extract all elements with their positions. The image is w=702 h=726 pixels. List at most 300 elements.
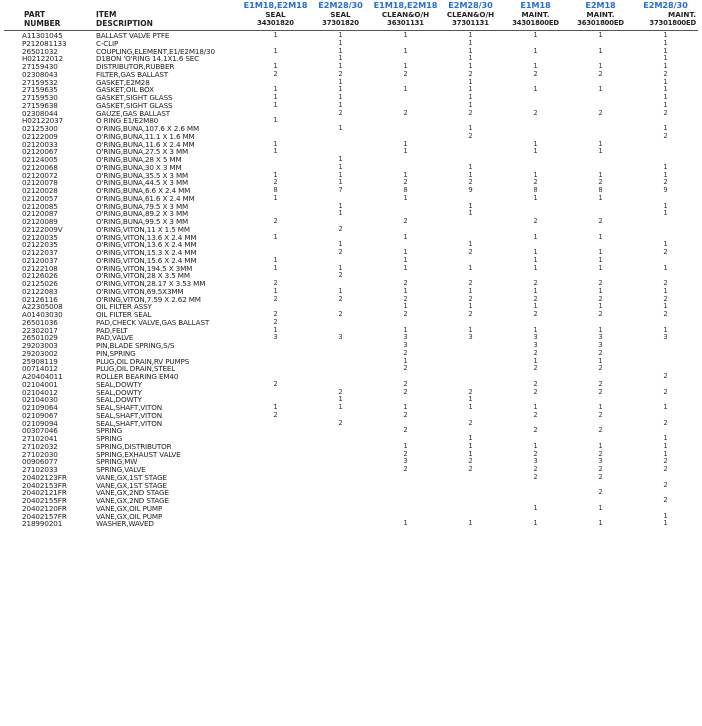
kit-quantity-cell xyxy=(503,396,568,404)
kit-quantity-cell: 2 xyxy=(533,380,538,388)
kit-quantity-cell: 2 xyxy=(338,70,343,78)
kit-type-label: SEAL xyxy=(330,10,351,19)
kit-quantity-cell xyxy=(568,420,633,428)
kit-quantity-cell: 3 xyxy=(403,334,408,342)
kit-quantity-cell: 1 xyxy=(403,140,408,148)
kit-quantity-cell xyxy=(243,164,308,172)
kit-quantity-cell: 1 xyxy=(598,249,603,256)
kit-quantity-cell xyxy=(308,195,373,203)
table-row xyxy=(4,513,698,521)
kit-quantity-cell xyxy=(438,365,503,373)
item-description-cell: PIN,SPRING xyxy=(96,349,136,358)
kit-quantity-cell xyxy=(308,412,373,420)
kit-quantity-cell: 1 xyxy=(338,86,343,94)
kit-quantity-cell xyxy=(568,117,633,125)
table-row xyxy=(4,404,698,412)
kit-quantity-cell: 1 xyxy=(468,163,473,171)
table-row xyxy=(4,257,698,265)
kit-quantity-cell: 2 xyxy=(533,411,538,419)
kit-quantity-cell: 1 xyxy=(663,55,668,63)
kit-quantity-cell: 1 xyxy=(533,520,538,528)
kit-quantity-cell xyxy=(243,396,308,404)
part-number-cell: 20402121FR xyxy=(22,489,67,497)
part-number-cell: 02120037 xyxy=(22,256,58,265)
kit-quantity-cell: 2 xyxy=(273,311,278,318)
kit-quantity-cell: 1 xyxy=(663,39,668,47)
kit-quantity-cell: 2 xyxy=(338,272,343,280)
item-description-cell: SEAL,SHAFT,VITON xyxy=(96,404,162,412)
kit-quantity-cell xyxy=(568,396,633,404)
kit-quantity-cell xyxy=(308,427,373,435)
kit-quantity-cell xyxy=(438,234,503,242)
kit-quantity-cell: 3 xyxy=(403,458,408,466)
kit-type-label: MAINT. xyxy=(586,10,615,19)
kit-quantity-cell xyxy=(243,520,308,528)
item-description-cell: O'RING,BUNA,6.6 X 2.4 MM xyxy=(96,187,191,195)
part-number-cell: 02120057 xyxy=(22,194,58,203)
kit-quantity-cell xyxy=(568,133,633,141)
kit-quantity-cell: 1 xyxy=(468,39,473,47)
item-description-cell: PAD,CHECK VALVE,GAS BALLAST xyxy=(96,318,210,327)
kit-quantity-cell: 2 xyxy=(338,388,343,396)
table-row xyxy=(4,420,698,428)
table-row xyxy=(4,311,698,319)
kit-quantity-cell: 1 xyxy=(663,303,668,311)
kit-quantity-cell xyxy=(633,474,698,482)
kit-quantity-cell xyxy=(373,474,438,482)
kit-quantity-cell: 1 xyxy=(273,194,278,202)
table-row xyxy=(4,427,698,435)
item-description-cell: O'RING,VITON,28.17 X 3.53 MM xyxy=(96,280,206,288)
kit-quantity-cell: 1 xyxy=(468,63,473,70)
kit-quantity-cell: 1 xyxy=(533,249,538,256)
item-description-cell: O'RING,BUNA,89.2 X 3 MM xyxy=(96,210,189,218)
kit-quantity-cell: 1 xyxy=(598,357,603,365)
item-description-cell: O'RING,BUNA,28 X 5 MM xyxy=(96,156,182,164)
table-row xyxy=(4,334,698,342)
part-number-cell: 26501036 xyxy=(22,318,58,327)
table-row xyxy=(4,272,698,280)
kit-quantity-cell xyxy=(243,365,308,373)
part-number-cell: 02104030 xyxy=(22,396,58,404)
item-description-cell: GASKET,SIGHT GLASS xyxy=(96,94,173,102)
kit-quantity-cell: 1 xyxy=(243,31,308,40)
kit-quantity-cell: 1 xyxy=(663,101,668,109)
kit-quantity-cell: 1 xyxy=(338,404,343,411)
kit-quantity-cell xyxy=(633,272,698,280)
kit-quantity-cell: 1 xyxy=(403,303,408,311)
part-number-cell: 00906077 xyxy=(22,458,58,466)
kit-quantity-cell: 2 xyxy=(663,280,668,287)
kit-quantity-cell: 1 xyxy=(338,179,343,187)
kit-quantity-cell xyxy=(438,350,503,358)
kit-quantity-cell: 1 xyxy=(273,287,278,295)
part-number-cell: 27159532 xyxy=(22,78,58,87)
kit-quantity-cell: 1 xyxy=(403,86,408,94)
kit-quantity-cell: 2 xyxy=(533,311,538,318)
kit-quantity-cell xyxy=(373,125,438,133)
part-number-cell: 20402120FR xyxy=(22,504,67,513)
kit-quantity-cell: 1 xyxy=(533,357,538,365)
table-row xyxy=(4,31,698,40)
kit-quantity-cell xyxy=(438,513,503,521)
kit-quantity-cell: 1 xyxy=(533,404,538,411)
kit-quantity-cell: 2 xyxy=(663,70,668,78)
kit-quantity-cell: 3 xyxy=(533,458,538,466)
kit-quantity-cell: 1 xyxy=(403,233,408,241)
kit-quantity-cell xyxy=(503,79,568,87)
kit-quantity-cell xyxy=(438,156,503,164)
kit-quantity-cell xyxy=(568,210,633,218)
item-description-cell: GASKET,SIGHT GLASS xyxy=(96,101,173,110)
kit-quantity-cell: 2 xyxy=(403,109,408,117)
kit-quantity-cell: 2 xyxy=(403,427,408,435)
table-row xyxy=(4,466,698,474)
kit-quantity-cell xyxy=(243,443,308,451)
item-description-cell: VANE,GX,OIL PUMP xyxy=(96,504,163,513)
kit-quantity-cell: 1 xyxy=(468,520,473,528)
kit-quantity-cell xyxy=(633,489,698,497)
kit-quantity-cell: 2 xyxy=(338,419,343,427)
table-row xyxy=(4,241,698,249)
table-row xyxy=(4,396,698,404)
kit-quantity-cell xyxy=(568,226,633,234)
kit-quantity-cell xyxy=(503,55,568,63)
item-description-cell: O'RING,BUNA,107.6 X 2.6 MM xyxy=(96,125,200,133)
kit-quantity-cell xyxy=(243,466,308,474)
kit-quantity-cell xyxy=(373,164,438,172)
table-row xyxy=(4,40,698,48)
part-number-cell: 29203002 xyxy=(22,349,58,358)
part-number-cell: 02104012 xyxy=(22,388,58,397)
kit-quantity-cell: 2 xyxy=(403,450,408,458)
item-description-cell: O'RING,BUNA,27.5 X 3 MM xyxy=(96,148,189,156)
kit-quantity-cell: 2 xyxy=(403,295,408,303)
kit-quantity-cell: 2 xyxy=(598,466,603,473)
kit-quantity-cell xyxy=(568,373,633,381)
kit-quantity-cell xyxy=(308,358,373,366)
part-number-cell: 20402123FR xyxy=(22,473,67,482)
kit-quantity-cell xyxy=(438,489,503,497)
kit-quantity-cell: 1 xyxy=(373,31,438,40)
kit-quantity-cell xyxy=(438,482,503,490)
part-number-cell: 02122009 xyxy=(22,132,58,141)
kit-quantity-cell: 1 xyxy=(633,31,698,40)
header-spacer xyxy=(78,0,243,10)
kit-quantity-cell xyxy=(503,272,568,280)
kit-quantity-cell: 2 xyxy=(663,311,668,318)
item-description-cell: VANE,GX,2ND STAGE xyxy=(96,489,169,497)
kit-quantity-cell xyxy=(373,55,438,63)
kit-quantity-cell: 1 xyxy=(663,163,668,171)
part-number-header-line2: NUMBER xyxy=(24,19,61,28)
kit-quantity-cell: 2 xyxy=(598,388,603,396)
kit-quantity-cell xyxy=(308,218,373,226)
kit-quantity-cell xyxy=(633,427,698,435)
kit-quantity-cell xyxy=(568,40,633,48)
kit-quantity-cell xyxy=(568,513,633,521)
kit-quantity-cell: 1 xyxy=(533,287,538,295)
kit-quantity-cell xyxy=(438,342,503,350)
kit-quantity-cell: 1 xyxy=(598,264,603,272)
part-number-cell: 00714012 xyxy=(22,365,58,373)
kit-quantity-cell: 2 xyxy=(403,380,408,388)
kit-quantity-cell: 1 xyxy=(273,63,278,70)
kit-quantity-cell: 2 xyxy=(533,295,538,303)
kit-model-label: E2M28/30 xyxy=(318,0,363,10)
kit-quantity-cell: 1 xyxy=(503,31,568,40)
kit-quantity-cell xyxy=(633,381,698,389)
kit-quantity-cell: 3 xyxy=(468,334,473,342)
part-number-cell: 02120028 xyxy=(22,187,58,195)
kit-quantity-cell: 2 xyxy=(468,179,473,187)
kit-quantity-cell: 2 xyxy=(533,388,538,396)
kit-quantity-cell: 1 xyxy=(468,94,473,101)
kit-quantity-cell: 2 xyxy=(598,380,603,388)
table-row xyxy=(4,342,698,350)
kit-quantity-cell xyxy=(568,79,633,87)
kit-quantity-cell: 1 xyxy=(533,86,538,94)
part-number-cell: 27159638 xyxy=(22,101,58,110)
kit-quantity-cell: 1 xyxy=(663,404,668,411)
item-description-cell: WASHER,WAVED xyxy=(96,520,154,528)
part-number-cell: H02122037 xyxy=(22,117,64,125)
kit-quantity-cell: 1 xyxy=(468,78,473,86)
table-row xyxy=(4,86,698,94)
kit-quantity-cell xyxy=(568,156,633,164)
table-row xyxy=(4,172,698,180)
kit-quantity-cell: 1 xyxy=(273,140,278,148)
part-number-cell: 27102041 xyxy=(22,435,58,443)
kit-quantity-cell: 1 xyxy=(663,435,668,442)
kit-quantity-cell xyxy=(243,133,308,141)
kit-quantity-cell: 1 xyxy=(468,396,473,404)
kit-quantity-cell xyxy=(503,497,568,505)
kit-quantity-cell xyxy=(503,210,568,218)
table-row xyxy=(4,520,698,528)
part-number-cell: 02120068 xyxy=(22,163,58,172)
kit-quantity-cell: 2 xyxy=(533,466,538,473)
kit-quantity-cell xyxy=(243,458,308,466)
kit-quantity-cell xyxy=(243,125,308,133)
kit-quantity-cell xyxy=(373,117,438,125)
kit-quantity-cell: 2 xyxy=(403,349,408,357)
kit-quantity-cell xyxy=(243,272,308,280)
kit-quantity-cell xyxy=(308,148,373,156)
kit-quantity-cell xyxy=(503,373,568,381)
kit-quantity-cell: 1 xyxy=(533,442,538,450)
kit-quantity-cell: 2 xyxy=(273,295,278,303)
kit-quantity-cell: 3 xyxy=(273,334,278,342)
kit-quantity-cell: 1 xyxy=(338,47,343,55)
kit-part-number: 34301820 xyxy=(257,19,294,27)
part-number-cell: H02122012 xyxy=(22,55,64,63)
kit-quantity-cell: 1 xyxy=(598,504,603,512)
kit-quantity-cell: 1 xyxy=(663,125,668,132)
item-description-cell: SPRING,VALVE xyxy=(96,466,146,474)
kit-quantity-cell: 8 xyxy=(533,187,538,194)
kit-quantity-cell: 1 xyxy=(468,442,473,450)
table-row xyxy=(4,358,698,366)
kit-quantity-cell: 1 xyxy=(403,256,408,264)
kit-quantity-cell: 1 xyxy=(273,94,278,101)
item-description-cell: O'RING,BUNA,44.5 X 3 MM xyxy=(96,179,189,187)
kit-quantity-cell: 2 xyxy=(598,109,603,117)
table-row xyxy=(4,102,698,110)
kit-quantity-cell: 2 xyxy=(663,458,668,466)
item-description-cell: SPRING xyxy=(96,435,123,443)
kit-quantity-cell xyxy=(633,234,698,242)
table-row xyxy=(4,303,698,311)
kit-quantity-cell: 1 xyxy=(598,326,603,334)
kit-quantity-cell: 1 xyxy=(273,326,278,334)
table-row xyxy=(4,110,698,118)
kit-quantity-cell xyxy=(438,257,503,265)
kit-quantity-cell: 2 xyxy=(533,349,538,357)
kit-quantity-cell xyxy=(568,319,633,327)
part-number-cell: 22302017 xyxy=(22,326,58,335)
kit-quantity-cell xyxy=(503,482,568,490)
kit-quantity-cell xyxy=(373,373,438,381)
kit-quantity-cell xyxy=(308,342,373,350)
kit-quantity-cell xyxy=(633,350,698,358)
kit-quantity-cell xyxy=(243,303,308,311)
item-description-cell: GASKET,OIL BOX xyxy=(96,86,154,94)
kit-quantity-cell: 2 xyxy=(338,225,343,233)
kit-quantity-cell xyxy=(438,272,503,280)
kit-quantity-cell: 1 xyxy=(663,202,668,210)
table-row xyxy=(4,195,698,203)
kit-part-number: 37301800ED xyxy=(649,19,696,27)
item-description-cell: O'RING,VITON,13.6 X 2.4 MM xyxy=(96,233,197,242)
kit-quantity-cell xyxy=(503,125,568,133)
kit-quantity-cell: 2 xyxy=(403,466,408,473)
item-description-cell: O RING E1/E2M80 xyxy=(96,117,159,125)
kit-quantity-cell: 2 xyxy=(403,311,408,318)
kit-quantity-cell: 1 xyxy=(598,303,603,311)
kit-quantity-cell xyxy=(503,203,568,211)
kit-part-number: 34301800ED xyxy=(512,19,559,27)
item-description-cell: SPRING,DISTRIBUTOR xyxy=(96,442,172,451)
kit-quantity-cell xyxy=(308,435,373,443)
kit-quantity-cell xyxy=(503,133,568,141)
kit-quantity-cell xyxy=(568,102,633,110)
kit-quantity-cell: 2 xyxy=(273,218,278,225)
kit-quantity-cell xyxy=(438,141,503,149)
kit-part-number: 37301820 xyxy=(322,19,359,27)
kit-quantity-cell xyxy=(308,117,373,125)
kit-quantity-cell xyxy=(373,241,438,249)
kit-quantity-cell xyxy=(438,373,503,381)
kit-quantity-cell xyxy=(373,272,438,280)
kit-quantity-cell: 1 xyxy=(403,249,408,256)
kit-quantity-cell: 8 xyxy=(403,187,408,194)
kit-quantity-cell xyxy=(373,94,438,102)
kit-quantity-cell: 1 xyxy=(403,442,408,450)
kit-quantity-cell: 1 xyxy=(663,47,668,55)
kit-quantity-cell xyxy=(438,427,503,435)
kit-part-number: 36301131 xyxy=(387,19,424,27)
kit-type-label: CLEAN&O/H xyxy=(446,10,495,19)
part-number-cell: 218990201 xyxy=(22,520,63,528)
table-row xyxy=(4,327,698,335)
kit-quantity-cell xyxy=(308,257,373,265)
kit-quantity-cell: 1 xyxy=(468,202,473,210)
kit-quantity-cell xyxy=(308,234,373,242)
kit-quantity-cell xyxy=(308,489,373,497)
kit-quantity-cell xyxy=(373,226,438,234)
kit-quantity-cell: 1 xyxy=(338,287,343,295)
item-description-cell: O'RING,BUNA,35.5 X 3 MM xyxy=(96,171,189,180)
kit-quantity-cell: 2 xyxy=(598,489,603,497)
kit-type-label: MAINT. xyxy=(521,10,550,19)
kit-quantity-cell: 1 xyxy=(663,78,668,86)
part-number-cell: A01403030 xyxy=(22,311,63,319)
kit-quantity-cell xyxy=(308,451,373,459)
item-description-cell: SEAL,DOWTY xyxy=(96,388,142,397)
kit-quantity-cell: 9 xyxy=(468,187,473,194)
kit-quantity-cell xyxy=(503,164,568,172)
item-description-cell: O'RING,VITON,11 X 1.5 MM xyxy=(96,225,190,234)
kit-quantity-cell: 1 xyxy=(598,442,603,450)
item-description-cell: O'RING,VITON,15.3 X 2.4 MM xyxy=(96,249,197,257)
table-row xyxy=(4,63,698,71)
kit-quantity-cell: 1 xyxy=(598,86,603,94)
part-number-cell: 27102033 xyxy=(22,466,58,474)
table-row xyxy=(4,365,698,373)
kit-quantity-cell: 1 xyxy=(533,171,538,179)
item-description-cell: O'RING,VITON,194.5 X 3MM xyxy=(96,264,193,273)
kit-type-label: CLEAN&O/H xyxy=(381,10,430,19)
part-number-cell: 02122083 xyxy=(22,287,58,296)
table-row xyxy=(4,55,698,63)
kit-quantity-cell: 2 xyxy=(598,473,603,481)
kit-quantity-cell: 1 xyxy=(468,287,473,295)
kit-quantity-cell: 1 xyxy=(468,101,473,109)
kit-quantity-cell: 1 xyxy=(338,78,343,86)
table-row xyxy=(4,482,698,490)
table-row xyxy=(4,381,698,389)
item-description-cell: SEAL,DOWTY xyxy=(96,380,142,389)
part-number-cell: A20404011 xyxy=(22,373,63,381)
item-description-cell: VANE,GX,OIL PUMP xyxy=(96,512,163,521)
kit-quantity-cell: 1 xyxy=(403,148,408,156)
kit-quantity-cell xyxy=(308,381,373,389)
table-row xyxy=(4,350,698,358)
kit-quantity-cell xyxy=(438,358,503,366)
item-description-cell: O'RING,VITON,28 X 3.5 MM xyxy=(96,272,190,280)
kit-quantity-cell: 1 xyxy=(403,194,408,202)
kit-quantity-cell: 1 xyxy=(403,404,408,411)
kit-quantity-cell: 1 xyxy=(403,357,408,365)
kit-quantity-cell: 2 xyxy=(403,365,408,373)
kit-quantity-cell xyxy=(503,435,568,443)
table-row xyxy=(4,133,698,141)
part-number-cell: 00307046 xyxy=(22,427,58,435)
kit-quantity-cell: 1 xyxy=(533,47,538,55)
kit-quantity-cell xyxy=(438,497,503,505)
table-row xyxy=(4,497,698,505)
item-description-cell: O'RING,BUNA,99.5 X 3 MM xyxy=(96,218,189,226)
kit-quantity-cell: 1 xyxy=(468,264,473,272)
kit-quantity-cell xyxy=(373,319,438,327)
part-number-cell: 02109067 xyxy=(22,411,58,420)
item-description-cell: O'RING,BUNA,61.6 X 2.4 MM xyxy=(96,194,195,203)
kit-quantity-cell: 2 xyxy=(468,419,473,427)
kit-quantity-cell: 1 xyxy=(403,287,408,295)
table-row xyxy=(4,280,698,288)
kit-quantity-cell: 2 xyxy=(468,249,473,256)
